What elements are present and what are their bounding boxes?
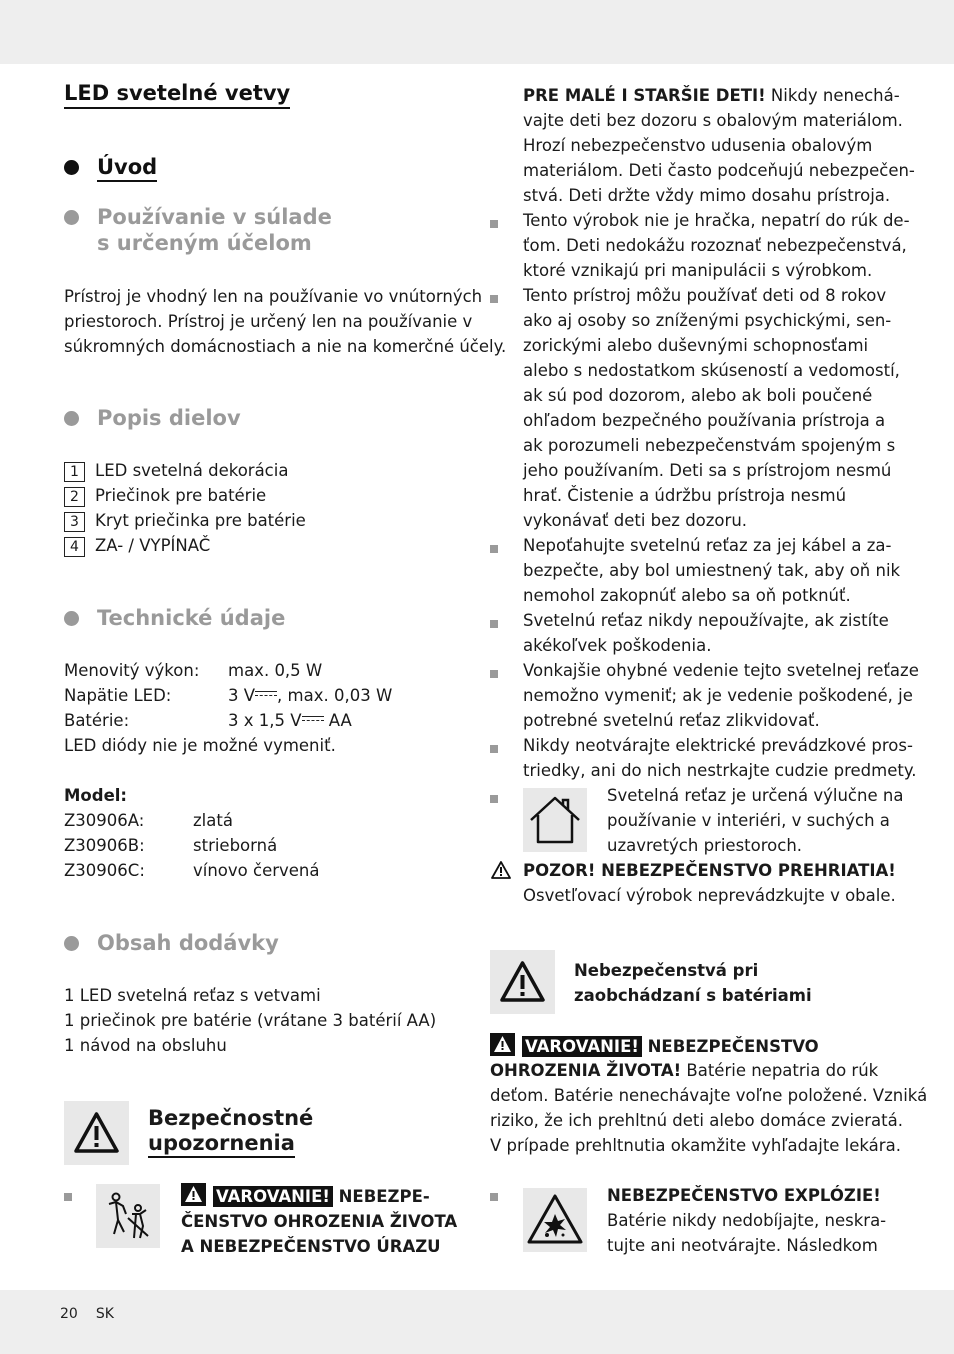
indoor-house-icon bbox=[523, 788, 587, 852]
explosion-icon bbox=[523, 1188, 587, 1252]
model-color: zlatá bbox=[193, 811, 233, 830]
model-row bbox=[64, 808, 464, 833]
model-row bbox=[64, 858, 464, 883]
section-popis bbox=[64, 406, 464, 434]
text-line: tujte ani neotvárajte. Následkom bbox=[607, 1236, 878, 1255]
spec-value-suffix: , max. 0,03 W bbox=[277, 686, 393, 705]
text-line: ťom. Deti nedokážu rozoznať nebezpečenstvá, bbox=[523, 236, 907, 255]
text-line: zorickými alebo duševnými schopnosťami bbox=[523, 336, 869, 355]
part-number: 4 bbox=[64, 537, 85, 557]
list-bullet bbox=[490, 620, 498, 628]
text-line: ako aj osoby so zníženými psychickými, sen- bbox=[523, 311, 892, 330]
models bbox=[64, 783, 464, 883]
text-line: ak sú pod dozorom, alebo ak boli poučené bbox=[523, 386, 873, 405]
page-footer bbox=[60, 1306, 132, 1322]
safety-bullet-item bbox=[523, 208, 910, 283]
page-number: 20 bbox=[60, 1306, 78, 1322]
section-obsah bbox=[64, 931, 464, 959]
text-line: Hrozí nebezpečenstvo udusenia obalovým bbox=[523, 136, 873, 155]
list-bullet bbox=[490, 745, 498, 753]
section-obsah-title: Obsah dodávky bbox=[97, 931, 279, 955]
warning-label: VAROVANIE! bbox=[522, 1036, 642, 1057]
text-line: alebo s nedostatkom skúseností a vedomostí, bbox=[523, 361, 900, 380]
text-line: Svetelnú reťaz nikdy nepoužívajte, ak zistíte bbox=[523, 611, 889, 630]
warning-heading-part: NEBEZPE- bbox=[332, 1187, 430, 1206]
text-line: ktoré vznikajú pri manipulácii s výrobkom. bbox=[523, 261, 873, 280]
delivery-item: 1 LED svetelná reťaz s vetvami bbox=[64, 986, 321, 1005]
delivery-list bbox=[64, 983, 464, 1058]
text-line: bezpečte, aby bol umiestnený tak, aby oň nik bbox=[523, 561, 901, 580]
children-warning-text bbox=[523, 83, 915, 208]
section-uvod bbox=[64, 155, 464, 183]
spec-value: 3 x 1,5 V bbox=[228, 711, 302, 730]
list-bullet bbox=[490, 545, 498, 553]
text-line: potrebné svetelnú reťaz zlikvidovať. bbox=[523, 711, 820, 730]
section-pouzivanie bbox=[64, 205, 464, 257]
list-bullet bbox=[64, 1193, 72, 1201]
section-technicke-title: Technické údaje bbox=[97, 606, 286, 630]
text-line: nemohol zakopnúť alebo sa oň potknúť. bbox=[523, 586, 851, 605]
delivery-item: 1 priečinok pre batérie (vrátane 3 batérií AA) bbox=[64, 1011, 437, 1030]
text-line: priestoroch. Prístroj je určený len na používanie v bbox=[64, 312, 473, 331]
model-code: Z30906C: bbox=[64, 861, 145, 880]
warning-heading-part: OHROZENIA ŽIVOTA! bbox=[490, 1061, 682, 1080]
text-line: Tento výrobok nie je hračka, nepatrí do rúk de- bbox=[523, 211, 910, 230]
battery-heading-line: Nebezpečenstvá pri bbox=[574, 961, 759, 980]
part-label: ZA- / VYPÍNAČ bbox=[95, 536, 211, 555]
intended-use-text bbox=[64, 284, 507, 359]
warning-heading-line: ČENSTVO OHROZENIA ŽIVOTA bbox=[181, 1212, 458, 1231]
text-line: Nikdy neotvárajte elektrické prevádzkové pros- bbox=[523, 736, 913, 755]
warning-triangle-icon bbox=[490, 950, 555, 1014]
text-part: Batérie nepatria do rúk bbox=[681, 1061, 879, 1080]
battery-heading-line: zaobchádzaní s batériami bbox=[574, 986, 812, 1005]
text-line: Tento prístroj môžu používať deti od 8 rokov bbox=[523, 286, 887, 305]
text-line: používanie v interiéri, v suchých a bbox=[607, 811, 890, 830]
overheat-heading: POZOR! NEBEZPEČENSTVO PREHRIATIA! bbox=[523, 861, 896, 880]
text-line: súkromných domácnostiach a nie na komerčné účely. bbox=[64, 337, 507, 356]
text-line: ohľadom bezpečného používania prístroja a bbox=[523, 411, 886, 430]
text-line: uzavretých priestoroch. bbox=[607, 836, 803, 855]
model-code: Z30906A: bbox=[64, 811, 145, 830]
children-warning-bold: PRE MALÉ I STARŠIE DETI! bbox=[523, 86, 766, 105]
safety-bullet-item bbox=[523, 658, 919, 733]
text-line: Prístroj je vhodný len na používanie vo vnútorných bbox=[64, 287, 483, 306]
text-part: Nikdy nenechá- bbox=[765, 86, 900, 105]
warning-triangle-icon bbox=[64, 1101, 129, 1165]
spec-note: LED diódy nie je možné vymeniť. bbox=[64, 736, 336, 755]
spec-row bbox=[64, 658, 464, 683]
dc-symbol-icon bbox=[302, 714, 324, 724]
part-number: 3 bbox=[64, 512, 85, 532]
list-bullet bbox=[490, 795, 498, 803]
warning-triangle-icon bbox=[490, 860, 512, 880]
spec-label: Menovitý výkon: bbox=[64, 661, 200, 680]
model-row bbox=[64, 833, 464, 858]
part-item bbox=[64, 483, 464, 508]
text-line: Vonkajšie ohybné vedenie tejto svetelnej reťaze bbox=[523, 661, 919, 680]
section-pouzivanie-title-2: s určeným účelom bbox=[97, 231, 312, 255]
model-color: strieborná bbox=[193, 836, 278, 855]
list-bullet bbox=[490, 1193, 498, 1201]
safety-bullet-item bbox=[523, 608, 903, 658]
bullet-dot-icon bbox=[64, 611, 79, 626]
part-label: Priečinok pre batérie bbox=[95, 486, 267, 505]
part-item bbox=[64, 458, 464, 483]
bullet-dot-icon bbox=[64, 160, 79, 175]
safety-bullet-item bbox=[523, 733, 917, 783]
text-line: materiálom. Deti často podceňujú nebezpečen- bbox=[523, 161, 915, 180]
text-line: hrať. Čistenie a údržbu prístroja nesmú bbox=[523, 486, 847, 505]
warning-heading-part: NEBEZPEČENSTVO bbox=[641, 1037, 819, 1056]
spec-row bbox=[64, 683, 464, 708]
part-item bbox=[64, 533, 464, 558]
parts-list bbox=[64, 458, 464, 558]
explosion-heading: NEBEZPEČENSTVO EXPLÓZIE! bbox=[607, 1186, 881, 1205]
text-line: deťom. Batérie nenechávajte voľne položené. Vzniká bbox=[490, 1086, 928, 1105]
bullet-dot-icon bbox=[64, 936, 79, 951]
warning-heading-line: A NEBEZPEČENSTVO ÚRAZU bbox=[181, 1237, 441, 1256]
text-line: riziko, že ich prehltnú deti alebo domáce zvieratá. bbox=[490, 1111, 903, 1130]
text-line: vykonávať deti bez dozoru. bbox=[523, 511, 748, 530]
top-band bbox=[0, 0, 954, 64]
text-line: ak porozumeli nebezpečenstvám spojeným s bbox=[523, 436, 896, 455]
part-item bbox=[64, 508, 464, 533]
spec-value: 3 V bbox=[228, 686, 256, 705]
warning-triangle-icon bbox=[490, 1033, 515, 1056]
tech-specs bbox=[64, 658, 464, 758]
warning-label: VAROVANIE! bbox=[213, 1186, 333, 1207]
bullet-dot-icon bbox=[64, 210, 79, 225]
list-bullet bbox=[490, 220, 498, 228]
spec-row bbox=[64, 708, 464, 733]
spec-label: Napätie LED: bbox=[64, 686, 172, 705]
text-line: akékoľvek poškodenia. bbox=[523, 636, 712, 655]
text-line: Nepoťahujte svetelnú reťaz za jej kábel a za- bbox=[523, 536, 892, 555]
indoor-text bbox=[607, 783, 904, 858]
section-bezpecnostne-title-2: upozornenia bbox=[148, 1131, 295, 1158]
section-popis-title: Popis dielov bbox=[97, 406, 241, 430]
spec-label: Batérie: bbox=[64, 711, 130, 730]
safety-bullet-item bbox=[523, 283, 903, 533]
child-safety-icon bbox=[96, 1184, 160, 1248]
section-pouzivanie-title-1: Používanie v súlade bbox=[97, 205, 332, 229]
model-color: vínovo červená bbox=[193, 861, 320, 880]
model-code: Z30906B: bbox=[64, 836, 145, 855]
text-line: Svetelná reťaz je určená výlučne na bbox=[607, 786, 904, 805]
left-warning-text bbox=[181, 1183, 457, 1259]
text-line: jeho používaním. Deti sa s prístrojom nesmú bbox=[523, 461, 892, 480]
text-line: vajte deti bez dozoru s obalovým materiálom. bbox=[523, 111, 903, 130]
warning-triangle-icon bbox=[181, 1183, 206, 1206]
explosion-text bbox=[607, 1183, 897, 1258]
section-bezpecnostne-title-1: Bezpečnostné bbox=[148, 1106, 314, 1130]
text-line: V prípade prehltnutia okamžite vyhľadajte lekára. bbox=[490, 1136, 901, 1155]
battery-warning-text bbox=[490, 1033, 928, 1158]
bottom-band bbox=[0, 1290, 954, 1354]
list-bullet bbox=[490, 295, 498, 303]
part-number: 2 bbox=[64, 487, 85, 507]
list-bullet bbox=[490, 670, 498, 678]
text-line: triedky, ani do nich nestrkajte cudzie predmety. bbox=[523, 761, 917, 780]
text-line: stvá. Deti držte vždy mimo dosahu prístroja. bbox=[523, 186, 891, 205]
bullet-dot-icon bbox=[64, 411, 79, 426]
safety-bullet-item bbox=[523, 533, 903, 608]
language-code: SK bbox=[95, 1306, 114, 1322]
battery-heading bbox=[574, 958, 812, 1008]
overheat-warning bbox=[523, 858, 903, 908]
spec-value-suffix: AA bbox=[323, 711, 352, 730]
section-uvod-title: Úvod bbox=[97, 155, 157, 182]
section-bezpecnostne bbox=[148, 1106, 313, 1156]
document-title: LED svetelné vetvy bbox=[64, 80, 290, 109]
section-technicke bbox=[64, 606, 464, 634]
part-number: 1 bbox=[64, 462, 85, 482]
delivery-item: 1 návod na obsluhu bbox=[64, 1036, 227, 1055]
spec-value: max. 0,5 W bbox=[228, 661, 323, 680]
models-heading: Model: bbox=[64, 786, 128, 805]
dc-symbol-icon bbox=[255, 689, 277, 699]
overheat-text: Osvetľovací výrobok neprevádzkujte v obale. bbox=[523, 886, 896, 905]
text-line: Batérie nikdy nedobíjajte, neskra- bbox=[607, 1211, 887, 1230]
part-label: LED svetelná dekorácia bbox=[95, 461, 289, 480]
text-line: nemožno vymeniť; ak je vedenie poškodené, je bbox=[523, 686, 913, 705]
part-label: Kryt priečinka pre batérie bbox=[95, 511, 306, 530]
